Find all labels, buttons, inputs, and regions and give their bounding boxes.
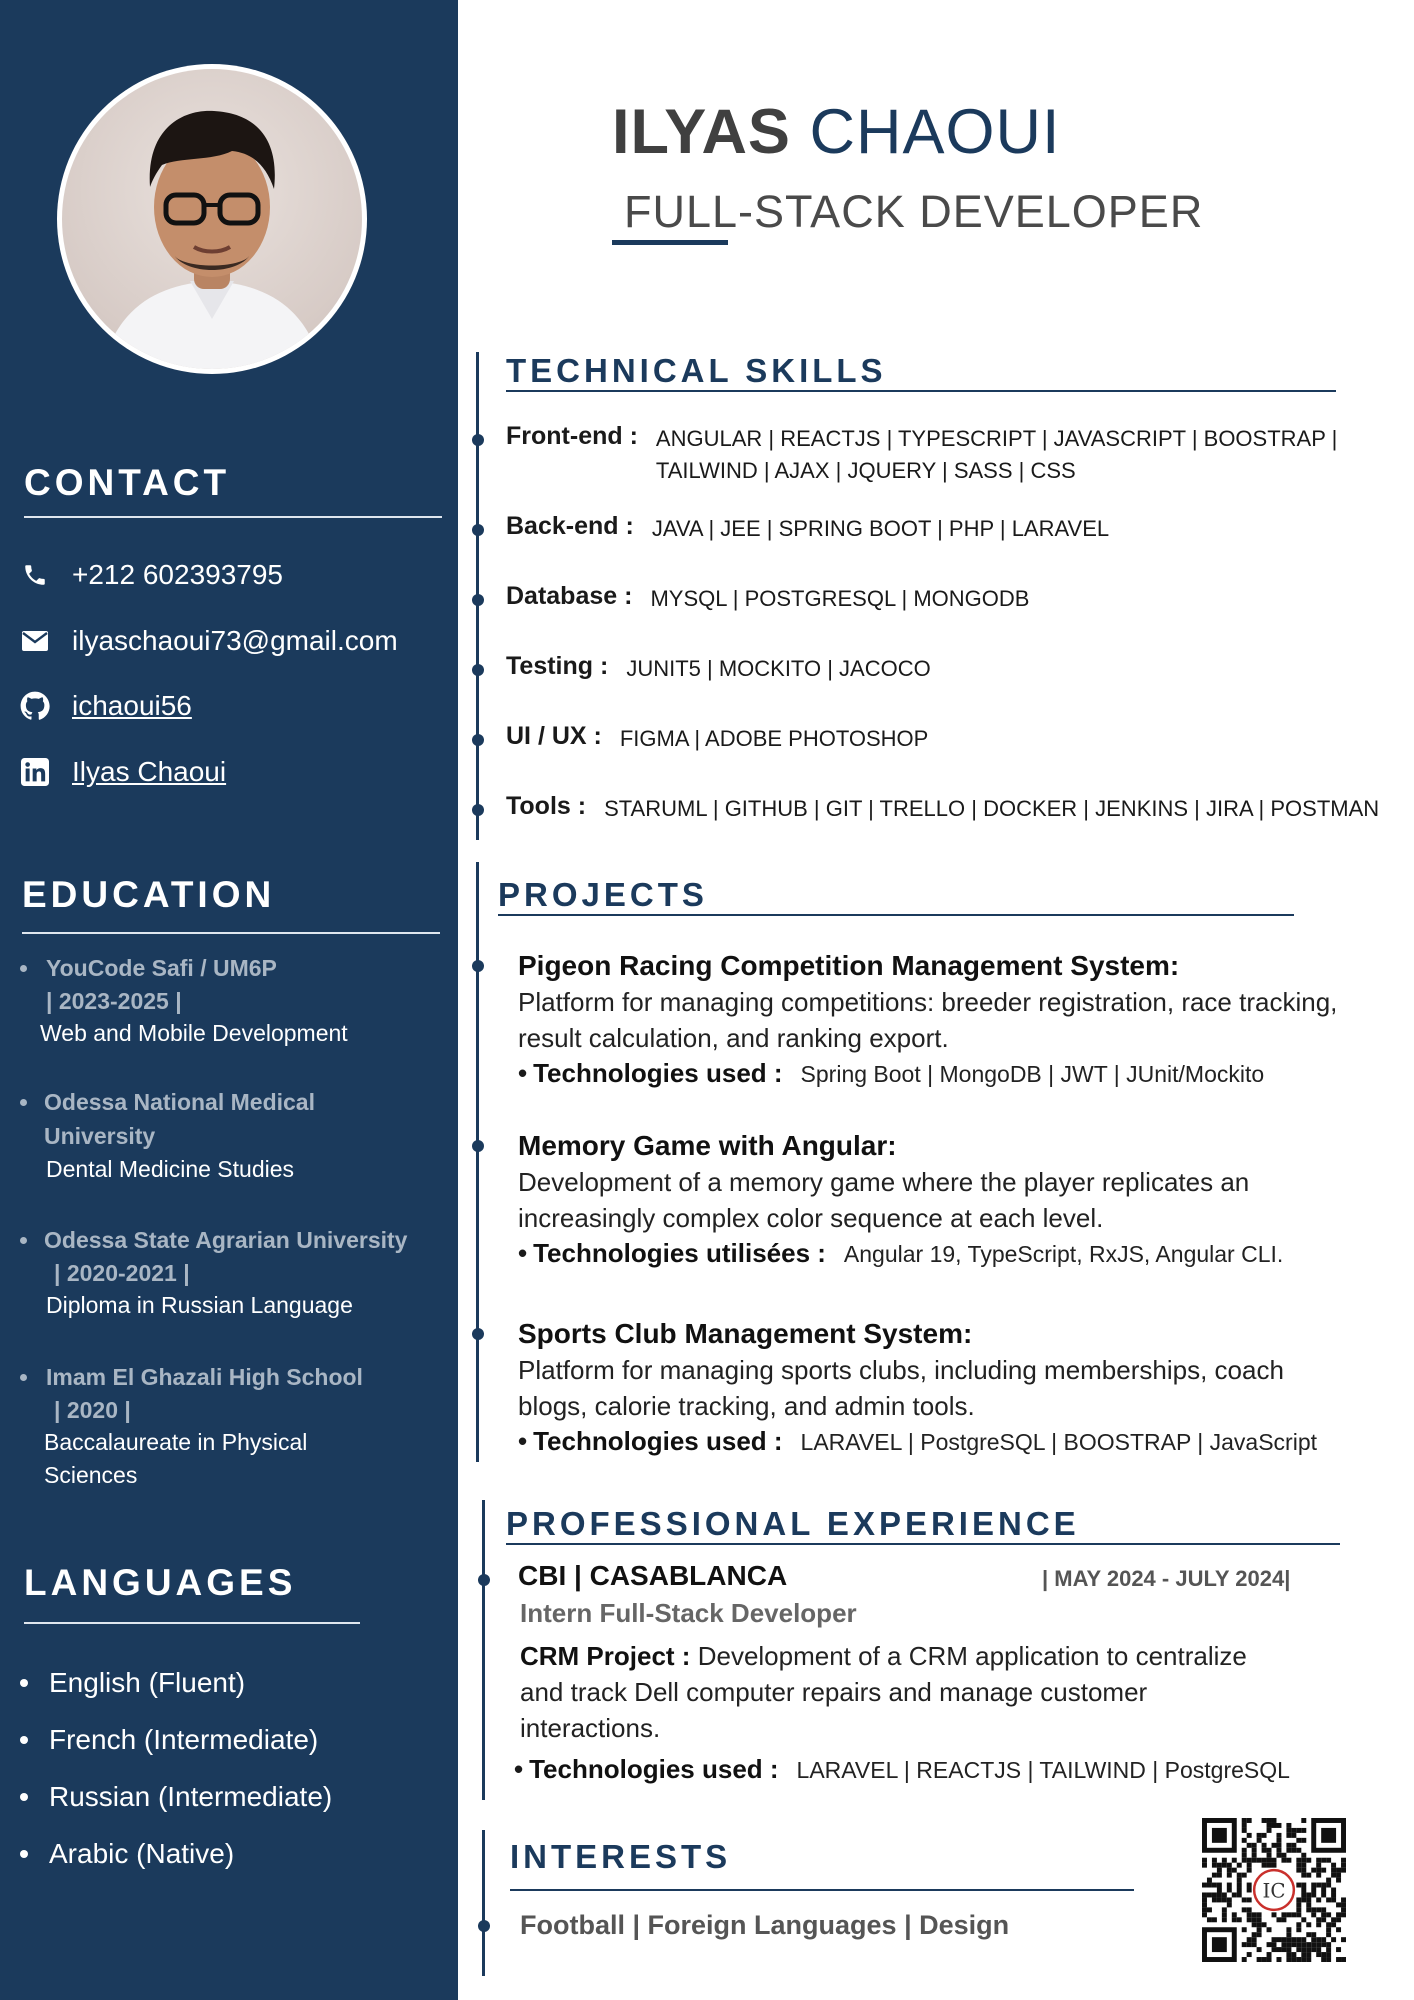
timeline-dot (472, 594, 484, 606)
bullet-icon (20, 965, 27, 972)
linkedin-link[interactable]: Ilyas Chaoui (72, 756, 227, 787)
timeline-dot (472, 960, 484, 972)
interests-list: Football | Foreign Languages | Design (520, 1910, 1010, 1940)
skills-divider (506, 390, 1336, 392)
skill-row-database (506, 582, 1029, 615)
job-title: FULL-STACK DEVELOPER (624, 186, 1204, 237)
tech-label: Technologies utilisées : (533, 1238, 826, 1268)
timeline-dot (472, 434, 484, 446)
edu-degree: Web and Mobile Development (40, 1020, 348, 1046)
education-divider (22, 932, 440, 934)
edu-degree: Dental Medicine Studies (46, 1156, 295, 1182)
project-item (518, 948, 1358, 1089)
skill-values: JUNIT5 | MOCKITO | JACOCO (626, 656, 931, 681)
project-item (518, 1316, 1358, 1457)
bullet-icon (20, 1736, 28, 1744)
language-label: French (Intermediate) (49, 1723, 319, 1755)
education-item (20, 1360, 440, 1492)
profile-photo (57, 64, 367, 374)
experience-description (520, 1638, 1280, 1746)
timeline-dot (472, 734, 484, 746)
skill-row-backend (506, 512, 1109, 545)
language-item (20, 1825, 332, 1882)
skill-values (656, 422, 1337, 487)
last-name: CHAOUI (809, 97, 1061, 167)
project-tech (518, 1058, 1358, 1089)
skill-row-uiux (506, 722, 928, 755)
edu-school: Odessa State Agrarian University (44, 1227, 408, 1253)
language-item (20, 1711, 332, 1768)
projects-heading: PROJECTS (498, 876, 708, 913)
skill-label: Back-end : (506, 512, 634, 540)
linkedin-icon (20, 757, 50, 787)
timeline-line (476, 862, 479, 1462)
title-underline (612, 240, 728, 245)
tech-values: LARAVEL | REACTJS | TAILWIND | PostgreSQL (796, 1757, 1290, 1783)
languages-divider (24, 1622, 360, 1624)
timeline-dot (472, 524, 484, 536)
github-link[interactable]: ichaoui56 (72, 690, 192, 721)
qr-monogram: IC (1262, 1879, 1286, 1903)
phone-number: +212 602393795 (72, 559, 283, 590)
tech-values: Angular 19, TypeScript, RxJS, Angular CLI. (843, 1241, 1284, 1267)
education-heading: EDUCATION (22, 874, 276, 915)
experience-divider (506, 1543, 1340, 1545)
education-item (20, 951, 440, 1050)
timeline-dot (472, 1140, 484, 1152)
edu-years: | 2020 | (54, 1397, 131, 1423)
language-label: English (Fluent) (49, 1666, 246, 1698)
bullet-icon: • (518, 1238, 528, 1268)
project-description: Development of a memory game where the player replicates an increasingly complex color sequence at each level. (518, 1167, 1250, 1233)
project-description: Platform for managing competitions: breeder registration, race tracking, result calculation, and ranking export. (518, 987, 1338, 1053)
education-item (20, 1223, 440, 1322)
project-description: Platform for managing sports clubs, including memberships, coach blogs, calorie tracking, and admin tools. (518, 1355, 1284, 1421)
tech-values: Spring Boot | MongoDB | JWT | JUnit/Mockito (800, 1061, 1265, 1087)
bullet-icon: • (514, 1754, 524, 1784)
interests-divider (510, 1889, 1134, 1891)
skill-label: Front-end : (506, 422, 638, 450)
timeline-dot (478, 1574, 490, 1586)
skill-label: Database : (506, 582, 633, 610)
experience-tech (514, 1754, 1290, 1785)
skill-label: Tools : (506, 792, 587, 820)
email-icon (20, 626, 50, 656)
project-title: Sports Club Management System: (518, 1318, 973, 1349)
timeline-dot (472, 1328, 484, 1340)
candidate-name (612, 96, 1061, 168)
project-tech (518, 1426, 1358, 1457)
project-item (518, 1128, 1358, 1269)
skill-row-testing (506, 652, 931, 685)
interests-heading: INTERESTS (510, 1838, 732, 1875)
company-name: CBI | CASABLANCA (518, 1560, 788, 1591)
edu-years: | 2020-2021 | (54, 1260, 190, 1286)
edu-school: Imam El Ghazali High School (46, 1364, 363, 1390)
contact-divider (24, 516, 442, 518)
bullet-icon (20, 1237, 27, 1244)
timeline-dot (478, 1920, 490, 1932)
bullet-icon (20, 1679, 28, 1687)
bullet-icon (20, 1793, 28, 1801)
timeline-line (482, 1830, 485, 1976)
bullet-icon (20, 1374, 27, 1381)
language-label: Arabic (Native) (49, 1837, 235, 1869)
skill-values: MYSQL | POSTGRESQL | MONGODB (650, 586, 1030, 611)
skill-row-tools (506, 792, 1379, 825)
project-tech (518, 1238, 1358, 1269)
bullet-icon (20, 1850, 28, 1858)
contact-heading: CONTACT (24, 462, 231, 503)
bullet-icon: • (518, 1426, 528, 1456)
bullet-icon (20, 1099, 27, 1106)
project-label: CRM Project : (520, 1641, 691, 1671)
projects-divider (498, 914, 1294, 916)
language-item (20, 1768, 332, 1825)
project-description: Development of a CRM application to centralize and track Dell computer repairs and manage customer interactions. (520, 1641, 1247, 1743)
first-name: ILYAS (612, 97, 791, 167)
skill-values-line: ANGULAR | REACTJS | TYPESCRIPT | JAVASCRIPT | BOOSTRAP | (655, 426, 1338, 451)
experience-dates: | MAY 2024 - JULY 2024| (1042, 1566, 1291, 1591)
language-label: Russian (Intermediate) (49, 1780, 333, 1812)
timeline-dot (472, 664, 484, 676)
tech-label: Technologies used : (533, 1058, 783, 1088)
project-title: Pigeon Racing Competition Management System: (518, 950, 1180, 981)
contact-github[interactable] (20, 686, 192, 726)
skill-values: FIGMA | ADOBE PHOTOSHOP (619, 726, 929, 751)
experience-role: Intern Full-Stack Developer (520, 1598, 857, 1628)
skills-heading: TECHNICAL SKILLS (506, 352, 887, 389)
phone-icon (20, 560, 50, 590)
tech-label: Technologies used : (533, 1426, 783, 1456)
timeline-line (482, 1500, 485, 1800)
edu-school: Odessa National Medical University (44, 1089, 315, 1149)
skill-values-line: TAILWIND | AJAX | JQUERY | SASS | CSS (655, 458, 1076, 483)
contact-phone[interactable] (20, 555, 283, 595)
portrait-photo-icon (62, 69, 362, 369)
skill-values: STARUML | GITHUB | GIT | TRELLO | DOCKER | JENKINS | JIRA | POSTMAN (604, 796, 1380, 821)
qr-code-icon (1202, 1818, 1346, 1962)
languages-list (20, 1654, 332, 1882)
edu-degree: Diploma in Russian Language (46, 1292, 353, 1318)
skill-label: UI / UX : (506, 722, 602, 750)
timeline-dot (472, 804, 484, 816)
edu-school: YouCode Safi / UM6P (46, 955, 277, 981)
project-title: Memory Game with Angular: (518, 1130, 897, 1161)
edu-degree: Baccalaureate in Physical Sciences (44, 1429, 308, 1488)
email-address: ilyaschaoui73@gmail.com (72, 625, 398, 656)
github-icon (20, 691, 50, 721)
tech-label: Technologies used : (529, 1754, 779, 1784)
languages-heading: LANGUAGES (24, 1562, 297, 1603)
skill-label: Testing : (506, 652, 609, 680)
bullet-icon: • (518, 1058, 528, 1088)
experience-heading: PROFESSIONAL EXPERIENCE (506, 1505, 1080, 1542)
education-item (20, 1085, 440, 1186)
skill-row-frontend (506, 422, 1337, 487)
contact-linkedin[interactable] (20, 752, 226, 792)
tech-values: LARAVEL | PostgreSQL | BOOSTRAP | JavaScript (800, 1429, 1318, 1455)
skill-values: JAVA | JEE | SPRING BOOT | PHP | LARAVEL (651, 516, 1110, 541)
contact-email[interactable] (20, 621, 398, 661)
edu-years: | 2023-2025 | (46, 988, 182, 1014)
language-item (20, 1654, 332, 1711)
sidebar (0, 0, 458, 2000)
